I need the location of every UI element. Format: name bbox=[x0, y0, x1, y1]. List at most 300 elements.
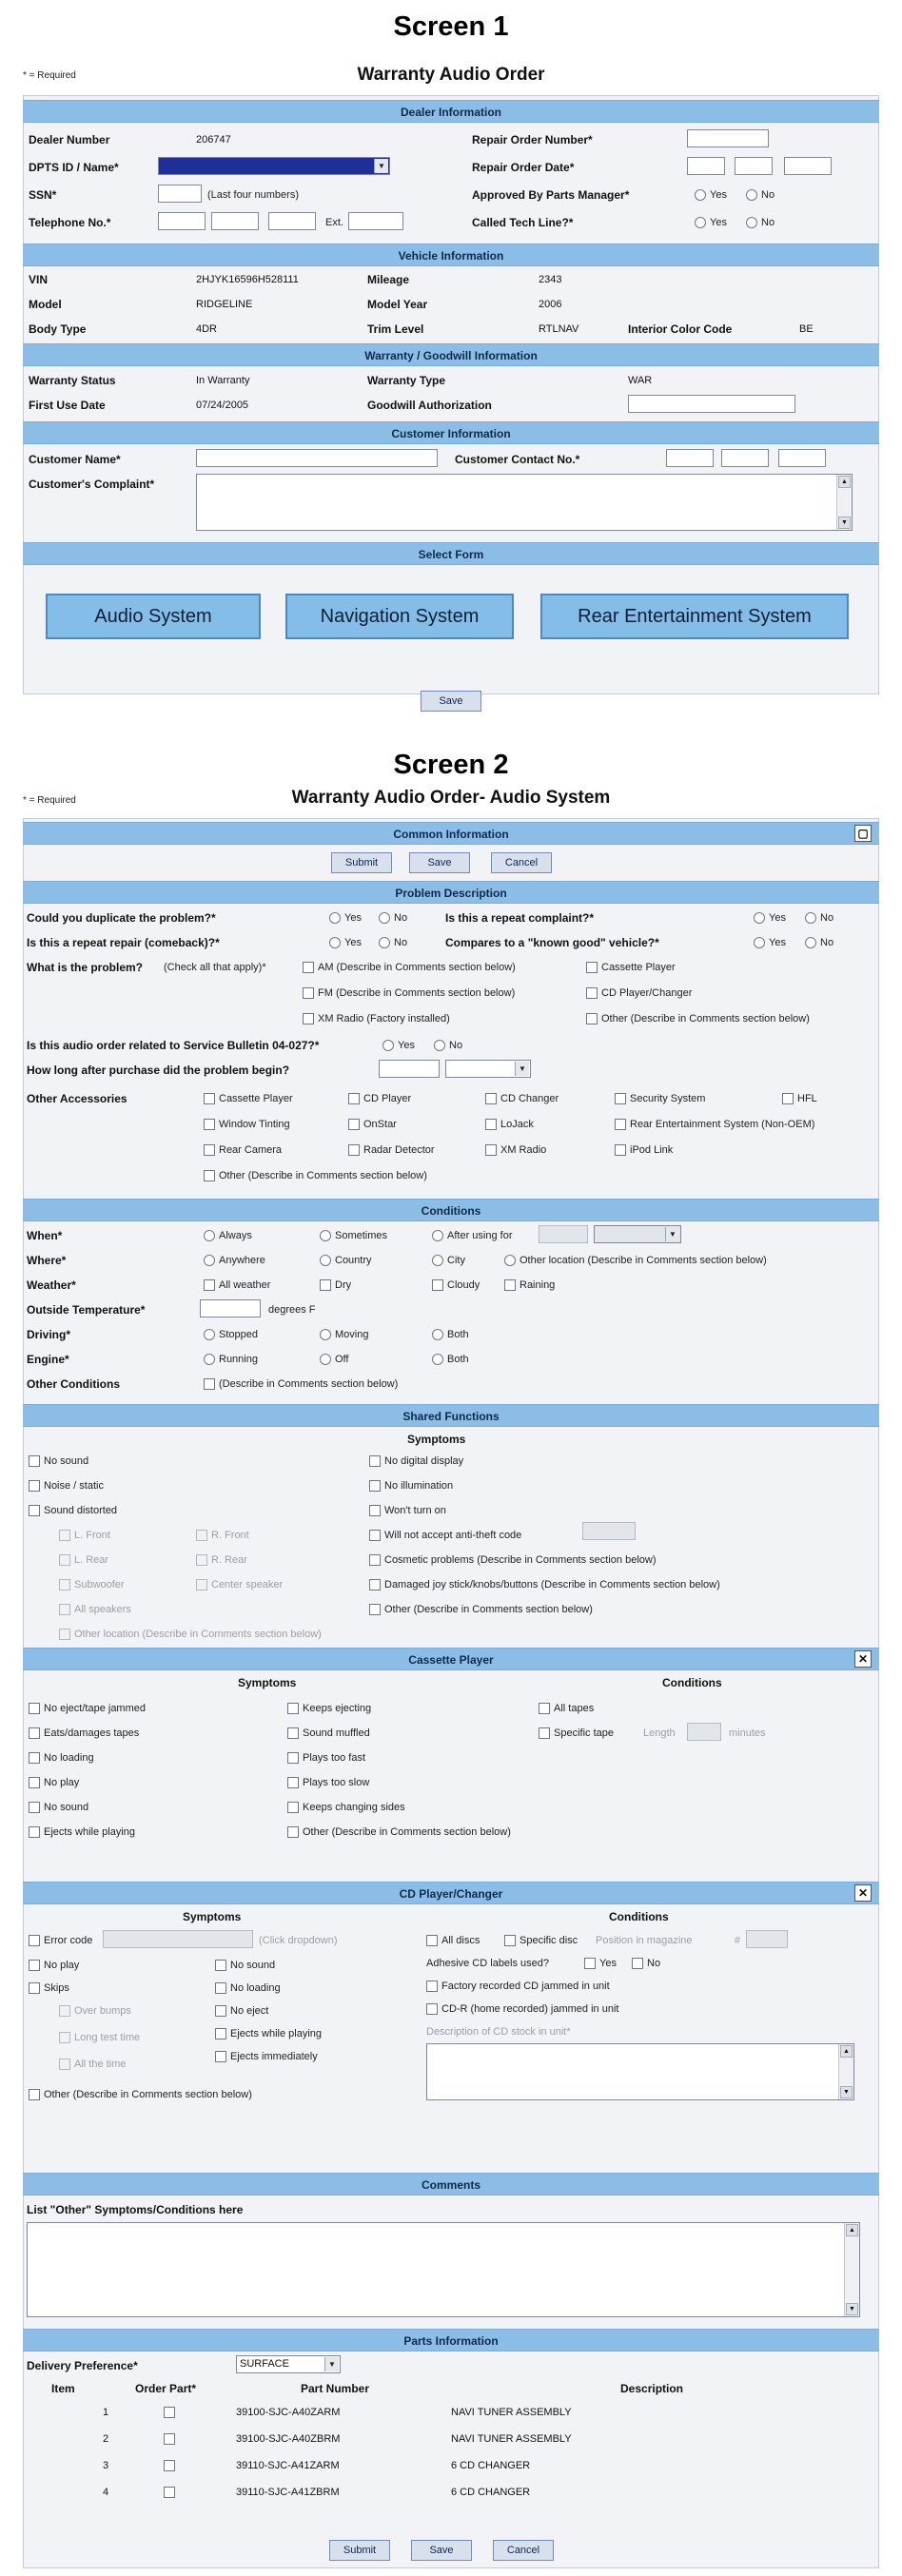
q-how-long-label: How long after purchase did the problem begin? bbox=[27, 1064, 290, 1077]
form-title-2: Warranty Audio Order- Audio System bbox=[291, 788, 611, 808]
body-type-label: Body Type bbox=[29, 322, 87, 336]
mileage-value: 2343 bbox=[539, 274, 562, 285]
bulletin-yes-label: Yes bbox=[398, 1040, 415, 1051]
where-opt-3-label: City bbox=[447, 1255, 465, 1266]
required-note-2: * = Required bbox=[23, 795, 76, 806]
repair-order-date-label: Repair Order Date* bbox=[472, 161, 575, 174]
speaker-8-label: Other location (Describe in Comments section below) bbox=[74, 1629, 322, 1640]
cassette-c2-1-checkbox[interactable] bbox=[287, 1703, 299, 1714]
order-part-checkbox[interactable] bbox=[164, 2407, 175, 2418]
engine-opt-3-label: Both bbox=[447, 1354, 469, 1365]
trim-level-label: Trim Level bbox=[367, 322, 424, 336]
when-opt-2-label: Sometimes bbox=[335, 1230, 388, 1241]
accessory-10-label: Rear Camera bbox=[219, 1144, 283, 1156]
comments-label: List "Other" Symptoms/Conditions here bbox=[27, 2203, 244, 2216]
shared-right-7-label: Other (Describe in Comments section below) bbox=[384, 1604, 593, 1615]
cassette-symptoms-header: Symptoms bbox=[238, 1676, 297, 1689]
shared-right-5-label: Cosmetic problems (Describe in Comments section below) bbox=[384, 1554, 657, 1566]
approved-parts-manager-label: Approved By Parts Manager* bbox=[472, 188, 630, 202]
shared-right-7-checkbox[interactable] bbox=[369, 1604, 381, 1615]
comments-band: Comments bbox=[23, 2173, 879, 2195]
trim-level-value: RTLNAV bbox=[539, 323, 579, 335]
position-hint: Position in magazine bbox=[596, 1935, 693, 1946]
shared-right-2-checkbox[interactable] bbox=[369, 1480, 381, 1492]
error-code-input[interactable] bbox=[103, 1930, 253, 1948]
order-part-checkbox[interactable] bbox=[164, 2460, 175, 2471]
duplicate-yes-radio[interactable] bbox=[329, 912, 341, 924]
speaker-5-checkbox[interactable] bbox=[59, 1579, 70, 1590]
screen1-heading: Screen 1 bbox=[393, 11, 509, 42]
repair-order-number-input[interactable] bbox=[687, 129, 769, 147]
scroll-up-icon[interactable]: ▲ bbox=[846, 2224, 858, 2236]
cd-c2-4-checkbox[interactable] bbox=[215, 2028, 226, 2039]
weather-opt-3-checkbox[interactable] bbox=[432, 1279, 443, 1291]
save-button-top[interactable]: Save bbox=[409, 852, 470, 873]
accessory-13-label: iPod Link bbox=[630, 1144, 674, 1156]
cd-stock-label: Description of CD stock in unit* bbox=[426, 2026, 571, 2038]
submit-button-top[interactable]: Submit bbox=[331, 852, 392, 873]
order-part-checkbox[interactable] bbox=[164, 2433, 175, 2445]
model-year-value: 2006 bbox=[539, 299, 562, 310]
shared-right-1-checkbox[interactable] bbox=[369, 1455, 381, 1467]
scroll-down-icon[interactable]: ▼ bbox=[840, 2086, 853, 2098]
common-information-band: Common Information bbox=[23, 822, 879, 845]
expand-icon[interactable]: ▢ bbox=[854, 825, 872, 842]
shared-left-2-checkbox[interactable] bbox=[29, 1480, 40, 1492]
accessory-7-checkbox[interactable] bbox=[348, 1119, 360, 1130]
close-icon[interactable]: ✕ bbox=[854, 1884, 872, 1902]
engine-opt-2-radio[interactable] bbox=[320, 1354, 331, 1365]
cassette-cond-1-label: All tapes bbox=[554, 1703, 595, 1714]
weather-opt-2-checkbox[interactable] bbox=[320, 1279, 331, 1291]
part-description: 6 CD CHANGER bbox=[451, 2460, 531, 2471]
cd-c2-5-label: Ejects immediately bbox=[230, 2051, 318, 2062]
shared-left-2-label: Noise / static bbox=[44, 1480, 104, 1492]
cd-c1-2-checkbox[interactable] bbox=[29, 1982, 40, 1994]
engine-label: Engine* bbox=[27, 1353, 69, 1366]
contact-line-input[interactable] bbox=[778, 449, 826, 467]
scroll-up-icon[interactable]: ▲ bbox=[840, 2045, 853, 2058]
part-item-number: 2 bbox=[103, 2433, 109, 2445]
when-opt-1-label: Always bbox=[219, 1230, 252, 1241]
cd-other-checkbox[interactable] bbox=[29, 2089, 40, 2100]
cd-skips-2-checkbox[interactable] bbox=[59, 2032, 70, 2043]
cd-stock-scrollbar[interactable] bbox=[838, 2044, 853, 2099]
cd-other-label: Other (Describe in Comments section below) bbox=[44, 2089, 252, 2100]
problem-am-checkbox[interactable] bbox=[303, 962, 314, 973]
shared-right-3-checkbox[interactable] bbox=[369, 1505, 381, 1516]
error-code-hint: (Click dropdown) bbox=[259, 1935, 338, 1946]
cassette-c2-5-label: Keeps changing sides bbox=[303, 1802, 405, 1813]
vin-value: 2HJYK16596H528111 bbox=[196, 274, 299, 285]
dpts-label: DPTS ID / Name* bbox=[29, 161, 119, 174]
how-long-unit-select[interactable] bbox=[445, 1060, 531, 1078]
accessory-11-checkbox[interactable] bbox=[348, 1144, 360, 1156]
accessory-7-label: OnStar bbox=[363, 1119, 397, 1130]
repair-order-number-label: Repair Order Number* bbox=[472, 133, 593, 146]
part-number: 39100-SJC-A40ZBRM bbox=[236, 2433, 341, 2445]
driving-opt-1-label: Stopped bbox=[219, 1329, 258, 1340]
outside-temp-input[interactable] bbox=[200, 1299, 261, 1317]
problem-cassette-checkbox[interactable] bbox=[586, 962, 598, 973]
first-use-date-label: First Use Date bbox=[29, 399, 106, 412]
cd-c1-2-label: Skips bbox=[44, 1982, 69, 1994]
speaker-4-checkbox[interactable] bbox=[196, 1554, 207, 1566]
bulletin-yes-radio[interactable] bbox=[382, 1040, 394, 1051]
all-discs-checkbox[interactable] bbox=[426, 1935, 438, 1946]
part-item-number: 4 bbox=[103, 2487, 109, 2498]
customer-name-input[interactable] bbox=[196, 449, 438, 467]
problem-fm-checkbox[interactable] bbox=[303, 987, 314, 999]
accessory-8-checkbox[interactable] bbox=[485, 1119, 497, 1130]
all-discs-label: All discs bbox=[441, 1935, 480, 1946]
accessory-11-label: Radar Detector bbox=[363, 1144, 435, 1156]
cassette-c1-4-checkbox[interactable] bbox=[29, 1777, 40, 1788]
accessory-5-checkbox[interactable] bbox=[782, 1093, 794, 1104]
accessory-3-label: CD Changer bbox=[500, 1093, 559, 1104]
when-opt-3-label: After using for bbox=[447, 1230, 513, 1241]
accessory-12-checkbox[interactable] bbox=[485, 1144, 497, 1156]
speaker-3-label: L. Rear bbox=[74, 1554, 109, 1566]
where-opt-1-radio[interactable] bbox=[204, 1255, 215, 1266]
accessory-13-checkbox[interactable] bbox=[615, 1144, 626, 1156]
navigation-system-button[interactable]: Navigation System bbox=[285, 594, 514, 639]
cancel-button-bottom[interactable]: Cancel bbox=[493, 2540, 554, 2561]
duplicate-yes-label: Yes bbox=[344, 912, 362, 924]
adhesive-label: Adhesive CD labels used? bbox=[426, 1958, 550, 1969]
accessory-9-label: Rear Entertainment System (Non-OEM) bbox=[630, 1119, 815, 1130]
order-part-checkbox[interactable] bbox=[164, 2487, 175, 2498]
cd-stock-textarea[interactable] bbox=[426, 2043, 854, 2100]
shared-left-3-checkbox[interactable] bbox=[29, 1505, 40, 1516]
ro-date-day-input[interactable] bbox=[735, 157, 773, 175]
repeat-complaint-yes-radio[interactable] bbox=[754, 912, 765, 924]
speaker-3-checkbox[interactable] bbox=[59, 1554, 70, 1566]
weather-opt-1-checkbox[interactable] bbox=[204, 1279, 215, 1291]
problem-cd-checkbox[interactable] bbox=[586, 987, 598, 999]
other-conditions-hint: (Describe in Comments section below) bbox=[219, 1378, 399, 1390]
cd-c2-2-checkbox[interactable] bbox=[215, 1982, 226, 1994]
speaker-6-checkbox[interactable] bbox=[196, 1579, 207, 1590]
ext-label: Ext. bbox=[325, 217, 343, 228]
speaker-7-label: All speakers bbox=[74, 1604, 131, 1615]
accessory-4-checkbox[interactable] bbox=[615, 1093, 626, 1104]
cd-c2-4-label: Ejects while playing bbox=[230, 2028, 322, 2039]
shared-right-2-label: No illumination bbox=[384, 1480, 454, 1492]
accessory-5-label: HFL bbox=[797, 1093, 817, 1104]
close-icon[interactable]: ✕ bbox=[854, 1650, 872, 1668]
engine-opt-1-radio[interactable] bbox=[204, 1354, 215, 1365]
tech-line-no-radio[interactable] bbox=[746, 217, 757, 228]
accessory-14-label: Other (Describe in Comments section below) bbox=[219, 1170, 427, 1181]
speaker-2-label: R. Front bbox=[211, 1530, 249, 1541]
audio-system-button[interactable]: Audio System bbox=[46, 594, 261, 639]
problem-fm-label: FM (Describe in Comments section below) bbox=[318, 987, 516, 999]
parts-header-part-number: Part Number bbox=[301, 2382, 370, 2395]
accessory-6-label: Window Tinting bbox=[219, 1119, 290, 1130]
ssn-hint: (Last four numbers) bbox=[207, 189, 299, 201]
part-description: NAVI TUNER ASSEMBLY bbox=[451, 2433, 572, 2445]
goodwill-authorization-input[interactable] bbox=[628, 395, 795, 413]
dealer-information-band: Dealer Information bbox=[23, 100, 879, 123]
weather-opt-4-label: Raining bbox=[520, 1279, 556, 1291]
temp-unit-label: degrees F bbox=[268, 1304, 316, 1316]
cd-c2-3-checkbox[interactable] bbox=[215, 2005, 226, 2017]
comments-textarea[interactable] bbox=[27, 2222, 860, 2317]
cassette-c1-3-checkbox[interactable] bbox=[29, 1752, 40, 1764]
cassette-c2-5-checkbox[interactable] bbox=[287, 1802, 299, 1813]
specific-disc-checkbox[interactable] bbox=[504, 1935, 516, 1946]
q-duplicate-label: Could you duplicate the problem?* bbox=[27, 911, 216, 925]
shared-right-5-checkbox[interactable] bbox=[369, 1554, 381, 1566]
position-input[interactable] bbox=[746, 1930, 788, 1948]
screen1-save-button[interactable]: Save bbox=[421, 691, 481, 712]
cassette-c1-2-checkbox[interactable] bbox=[29, 1727, 40, 1739]
engine-opt-3-radio[interactable] bbox=[432, 1354, 443, 1365]
customer-complaint-textarea[interactable] bbox=[196, 474, 853, 531]
dealer-number-label: Dealer Number bbox=[29, 133, 110, 146]
problem-other-checkbox[interactable] bbox=[586, 1013, 598, 1025]
repeat-repair-no-label: No bbox=[394, 937, 408, 948]
cd-c1-1-label: No play bbox=[44, 1960, 80, 1971]
warranty-status-label: Warranty Status bbox=[29, 374, 116, 387]
shared-left-1-label: No sound bbox=[44, 1455, 89, 1467]
part-item-number: 1 bbox=[103, 2407, 109, 2418]
tech-line-label: Called Tech Line?* bbox=[472, 216, 574, 229]
cassette-cond-2-label: Specific tape bbox=[554, 1727, 614, 1739]
required-note: * = Required bbox=[23, 70, 76, 81]
repeat-complaint-no-label: No bbox=[820, 912, 834, 924]
speaker-7-checkbox[interactable] bbox=[59, 1604, 70, 1615]
save-button-bottom[interactable]: Save bbox=[411, 2540, 472, 2561]
where-opt-4-radio[interactable] bbox=[504, 1255, 516, 1266]
form-title: Warranty Audio Order bbox=[357, 65, 545, 85]
repeat-repair-no-radio[interactable] bbox=[379, 937, 390, 948]
q-repeat-repair-label: Is this a repeat repair (comeback)?* bbox=[27, 936, 220, 949]
driving-opt-3-label: Both bbox=[447, 1329, 469, 1340]
speaker-1-label: L. Front bbox=[74, 1530, 110, 1541]
ro-date-month-input[interactable] bbox=[687, 157, 725, 175]
problem-xm-checkbox[interactable] bbox=[303, 1013, 314, 1025]
shared-functions-band: Shared Functions bbox=[23, 1404, 879, 1427]
speaker-6-label: Center speaker bbox=[211, 1579, 284, 1590]
q-known-good-label: Compares to a "known good" vehicle?* bbox=[445, 936, 659, 949]
when-opt-1-radio[interactable] bbox=[204, 1230, 215, 1241]
cd-c1-1-checkbox[interactable] bbox=[29, 1960, 40, 1971]
bulletin-no-label: No bbox=[449, 1040, 463, 1051]
driving-label: Driving* bbox=[27, 1328, 71, 1341]
cd-skips-1-label: Over bumps bbox=[74, 2005, 131, 2017]
shared-right-4-checkbox[interactable] bbox=[369, 1530, 381, 1541]
shared-right-3-label: Won't turn on bbox=[384, 1505, 446, 1516]
cassette-c2-6-checkbox[interactable] bbox=[287, 1826, 299, 1838]
where-opt-2-radio[interactable] bbox=[320, 1255, 331, 1266]
dealer-number-value: 206747 bbox=[196, 134, 231, 146]
comments-scrollbar[interactable] bbox=[844, 2223, 859, 2316]
scroll-up-icon[interactable]: ▲ bbox=[838, 476, 851, 488]
cassette-c1-1-checkbox[interactable] bbox=[29, 1703, 40, 1714]
accessory-6-checkbox[interactable] bbox=[204, 1119, 215, 1130]
problem-description-band: Problem Description bbox=[23, 881, 879, 904]
cassette-c2-2-checkbox[interactable] bbox=[287, 1727, 299, 1739]
factory-cd-jammed-checkbox[interactable] bbox=[426, 1981, 438, 1992]
customer-contact-label: Customer Contact No.* bbox=[455, 453, 580, 466]
body-type-value: 4DR bbox=[196, 323, 218, 335]
cdr-jammed-checkbox[interactable] bbox=[426, 2003, 438, 2015]
weather-opt-1-label: All weather bbox=[219, 1279, 271, 1291]
delivery-preference-select[interactable] bbox=[236, 2355, 341, 2373]
accessory-10-checkbox[interactable] bbox=[204, 1144, 215, 1156]
weather-label: Weather* bbox=[27, 1278, 76, 1292]
length-input[interactable] bbox=[687, 1723, 721, 1741]
error-code-checkbox[interactable] bbox=[29, 1935, 40, 1946]
cd-player-band: CD Player/Changer bbox=[23, 1882, 879, 1904]
cd-skips-3-checkbox[interactable] bbox=[59, 2059, 70, 2070]
after-using-unit-select[interactable] bbox=[594, 1225, 681, 1243]
specific-disc-label: Specific disc bbox=[520, 1935, 578, 1946]
conditions-band: Conditions bbox=[23, 1199, 879, 1221]
q-what-label: What is the problem? bbox=[27, 961, 144, 974]
cassette-c1-5-checkbox[interactable] bbox=[29, 1802, 40, 1813]
q-bulletin-label: Is this audio order related to Service Bulletin 04-027?* bbox=[27, 1039, 320, 1052]
where-opt-1-label: Anywhere bbox=[219, 1255, 265, 1266]
bulletin-no-radio[interactable] bbox=[434, 1040, 445, 1051]
weather-opt-4-checkbox[interactable] bbox=[504, 1279, 516, 1291]
when-label: When* bbox=[27, 1229, 63, 1242]
parts-header-item: Item bbox=[51, 2382, 75, 2395]
repeat-complaint-no-radio[interactable] bbox=[805, 912, 816, 924]
accessory-8-label: LoJack bbox=[500, 1119, 534, 1130]
accessory-9-checkbox[interactable] bbox=[615, 1119, 626, 1130]
complaint-scrollbar[interactable] bbox=[836, 475, 852, 530]
repeat-repair-yes-radio[interactable] bbox=[329, 937, 341, 948]
cd-skips-2-label: Long test time bbox=[74, 2032, 141, 2043]
cd-c2-1-checkbox[interactable] bbox=[215, 1960, 226, 1971]
approved-yes-radio[interactable] bbox=[695, 189, 706, 201]
part-description: NAVI TUNER ASSEMBLY bbox=[451, 2407, 572, 2418]
contact-prefix-input[interactable] bbox=[721, 449, 769, 467]
cassette-cond-1-checkbox[interactable] bbox=[539, 1703, 550, 1714]
ro-date-year-input[interactable] bbox=[784, 157, 832, 175]
problem-am-label: AM (Describe in Comments section below) bbox=[318, 962, 516, 973]
error-code-label: Error code bbox=[44, 1935, 93, 1946]
select-form-band: Select Form bbox=[23, 542, 879, 565]
duplicate-no-radio[interactable] bbox=[379, 912, 390, 924]
dpts-select[interactable] bbox=[158, 157, 390, 175]
where-opt-3-radio[interactable] bbox=[432, 1255, 443, 1266]
other-conditions-label: Other Conditions bbox=[27, 1377, 120, 1391]
other-accessories-label: Other Accessories bbox=[27, 1092, 127, 1105]
speaker-8-checkbox[interactable] bbox=[59, 1629, 70, 1640]
cd-c2-1-label: No sound bbox=[230, 1960, 276, 1971]
weather-opt-3-label: Cloudy bbox=[447, 1279, 480, 1291]
submit-button-bottom[interactable]: Submit bbox=[329, 2540, 390, 2561]
cassette-cond-2-checkbox[interactable] bbox=[539, 1727, 550, 1739]
cassette-c1-6-checkbox[interactable] bbox=[29, 1826, 40, 1838]
cassette-c1-1-label: No eject/tape jammed bbox=[44, 1703, 146, 1714]
speaker-1-checkbox[interactable] bbox=[59, 1530, 70, 1541]
tech-line-yes-radio[interactable] bbox=[695, 217, 706, 228]
cd-conditions-header: Conditions bbox=[609, 1910, 669, 1923]
problem-cd-label: CD Player/Changer bbox=[601, 987, 693, 999]
phone-line-input[interactable] bbox=[268, 212, 316, 230]
accessory-14-checkbox[interactable] bbox=[204, 1170, 215, 1181]
weather-opt-2-label: Dry bbox=[335, 1279, 352, 1291]
cdr-jammed-label: CD-R (home recorded) jammed in unit bbox=[441, 2003, 619, 2015]
when-opt-2-radio[interactable] bbox=[320, 1230, 331, 1241]
cd-c2-3-label: No eject bbox=[230, 2005, 269, 2017]
adhesive-no-checkbox[interactable] bbox=[632, 1958, 643, 1969]
where-opt-4-label: Other location (Describe in Comments section below) bbox=[520, 1255, 767, 1266]
scroll-down-icon[interactable]: ▼ bbox=[838, 517, 851, 529]
cassette-c2-3-label: Plays too fast bbox=[303, 1752, 366, 1764]
speaker-2-checkbox[interactable] bbox=[196, 1530, 207, 1541]
cancel-button-top[interactable]: Cancel bbox=[491, 852, 552, 873]
driving-opt-3-radio[interactable] bbox=[432, 1329, 443, 1340]
adhesive-yes-checkbox[interactable] bbox=[584, 1958, 596, 1969]
customer-information-band: Customer Information bbox=[23, 421, 879, 444]
shared-right-1-label: No digital display bbox=[384, 1455, 464, 1467]
known-good-no-radio[interactable] bbox=[805, 937, 816, 948]
contact-area-input[interactable] bbox=[666, 449, 714, 467]
accessory-2-checkbox[interactable] bbox=[348, 1093, 360, 1104]
engine-opt-2-label: Off bbox=[335, 1354, 349, 1365]
factory-cd-jammed-label: Factory recorded CD jammed in unit bbox=[441, 1981, 610, 1992]
cassette-player-band: Cassette Player bbox=[23, 1648, 879, 1670]
parts-header-order: Order Part* bbox=[135, 2382, 197, 2395]
length-label: Length bbox=[643, 1727, 676, 1739]
accessory-1-checkbox[interactable] bbox=[204, 1093, 215, 1104]
where-opt-2-label: Country bbox=[335, 1255, 372, 1266]
phone-ext-input[interactable] bbox=[348, 212, 403, 230]
when-opt-3-radio[interactable] bbox=[432, 1230, 443, 1241]
cd-c2-2-label: No loading bbox=[230, 1982, 281, 1994]
other-conditions-checkbox[interactable] bbox=[204, 1378, 215, 1390]
approved-no-radio[interactable] bbox=[746, 189, 757, 201]
rear-entertainment-button[interactable]: Rear Entertainment System bbox=[540, 594, 849, 639]
accessory-4-label: Security System bbox=[630, 1093, 706, 1104]
phone-prefix-input[interactable] bbox=[211, 212, 259, 230]
known-good-yes-radio[interactable] bbox=[754, 937, 765, 948]
shared-left-1-checkbox[interactable] bbox=[29, 1455, 40, 1467]
where-label: Where* bbox=[27, 1254, 67, 1267]
cassette-c2-6-label: Other (Describe in Comments section below) bbox=[303, 1826, 511, 1838]
warranty-type-value: WAR bbox=[628, 375, 653, 386]
driving-opt-2-radio[interactable] bbox=[320, 1329, 331, 1340]
cassette-c2-1-label: Keeps ejecting bbox=[303, 1703, 372, 1714]
interior-color-value: BE bbox=[799, 323, 814, 335]
cassette-c2-4-checkbox[interactable] bbox=[287, 1777, 299, 1788]
shared-right-6-checkbox[interactable] bbox=[369, 1579, 381, 1590]
scroll-down-icon[interactable]: ▼ bbox=[846, 2303, 858, 2315]
model-label: Model bbox=[29, 298, 62, 311]
cd-c2-5-checkbox[interactable] bbox=[215, 2051, 226, 2062]
cassette-c1-2-label: Eats/damages tapes bbox=[44, 1727, 140, 1739]
driving-opt-1-radio[interactable] bbox=[204, 1329, 215, 1340]
cd-skips-3-label: All the time bbox=[74, 2059, 127, 2070]
cd-skips-1-checkbox[interactable] bbox=[59, 2005, 70, 2017]
phone-area-input[interactable] bbox=[158, 212, 206, 230]
ssn-input[interactable] bbox=[158, 185, 202, 203]
cassette-c2-3-checkbox[interactable] bbox=[287, 1752, 299, 1764]
after-using-number-input[interactable] bbox=[539, 1225, 588, 1243]
how-long-number-input[interactable] bbox=[379, 1060, 440, 1078]
anti-theft-code-input[interactable] bbox=[582, 1522, 636, 1540]
accessory-3-checkbox[interactable] bbox=[485, 1093, 497, 1104]
engine-opt-1-label: Running bbox=[219, 1354, 258, 1365]
part-description: 6 CD CHANGER bbox=[451, 2487, 531, 2498]
parts-header-description: Description bbox=[620, 2382, 684, 2395]
